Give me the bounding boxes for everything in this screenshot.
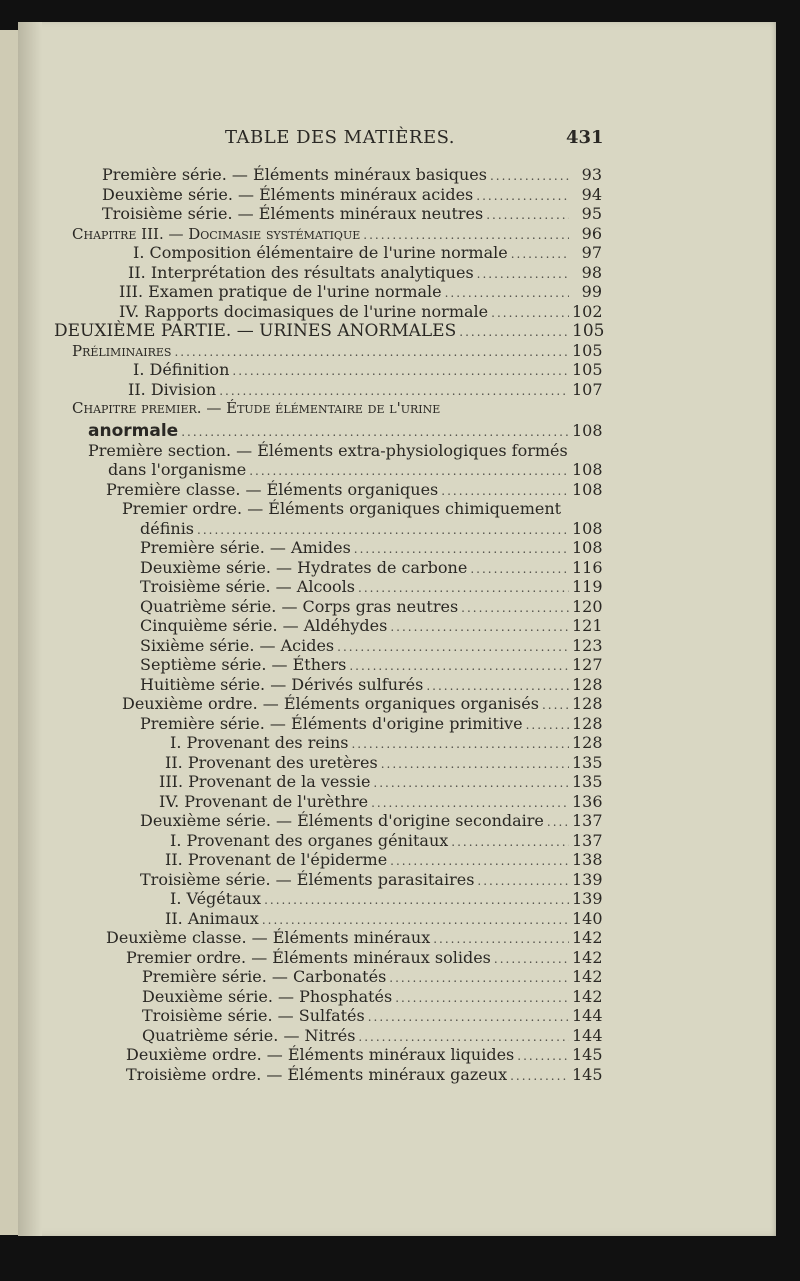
toc-entry: I. Végétaux ..... 139 <box>170 889 602 909</box>
toc-entry: Deuxième série. — Éléments d'origine secondaire ..... 137 <box>140 811 602 831</box>
toc-entry: III. Provenant de la vessie ..... 135 <box>159 772 602 792</box>
toc-entry: Deuxième série. — Hydrates de carbone ..... 116 <box>140 558 602 578</box>
toc-entry-continuation: dans l'organisme ..... 108 <box>108 460 602 480</box>
toc-entry: IV. Rapports docimasiques de l'urine normale ..... 102 <box>119 302 602 322</box>
toc-entry: III. Examen pratique de l'urine normale ..... 99 <box>119 282 602 302</box>
toc-entry: Deuxième série. — Éléments minéraux acides ..... 94 <box>102 185 602 205</box>
toc-entry: II. Animaux ..... 140 <box>165 909 602 929</box>
toc-chapter-entry: Chapitre premier. — Étude élémentaire de l'urine <box>72 399 441 417</box>
toc-entry: II. Interprétation des résultats analytiques ..... 98 <box>128 263 602 283</box>
toc-entry: Sixième série. — Acides ..... 123 <box>140 636 602 656</box>
toc-entry-continuation: définis ..... 108 <box>140 519 602 539</box>
toc-entry: Quatrième série. — Corps gras neutres ..... 120 <box>140 597 602 617</box>
toc-entry: Troisième série. — Éléments minéraux neutres ..... 95 <box>102 204 602 224</box>
toc-entry: I. Définition ..... 105 <box>133 360 602 380</box>
toc-entry: Première série. — Éléments minéraux basiques ..... 93 <box>102 165 602 185</box>
toc-entry: I. Provenant des organes génitaux ..... 137 <box>170 831 602 851</box>
toc-entry: I. Provenant des reins ..... 128 <box>170 733 602 753</box>
toc-entry: IV. Provenant de l'urèthre ..... 136 <box>159 792 602 812</box>
toc-entry: Deuxième ordre. — Éléments minéraux liquides ..... 145 <box>126 1045 602 1065</box>
toc-entry: Deuxième ordre. — Éléments organiques organisés ..... 128 <box>122 694 602 714</box>
toc-entry: Première série. — Carbonatés ..... 142 <box>142 967 602 987</box>
book-page <box>18 22 776 1236</box>
toc-entry: II. Division ..... 107 <box>128 380 602 400</box>
toc-entry: Troisième série. — Éléments parasitaires ..... 139 <box>140 870 602 890</box>
toc-entry: Deuxième série. — Phosphatés ..... 142 <box>142 987 602 1007</box>
header-title: TABLE DES MATIÈRES. <box>225 127 455 148</box>
toc-entry: Première série. — Amides ..... 108 <box>140 538 602 558</box>
toc-entry: I. Composition élémentaire de l'urine normale ..... 97 <box>133 243 602 263</box>
toc-entry: Première série. — Éléments d'origine primitive ..... 128 <box>140 714 602 734</box>
toc-section-entry: Première section. — Éléments extra-physiologiques formés <box>88 441 568 460</box>
toc-entry: Troisième série. — Sulfatés ..... 144 <box>142 1006 602 1026</box>
toc-chapter-entry: Chapitre III. — Docimasie systématique ..... 96 <box>72 224 602 244</box>
toc-entry: Premier ordre. — Éléments minéraux solides ..... 142 <box>126 948 602 968</box>
toc-entry: Premier ordre. — Éléments organiques chimiquement <box>122 499 562 518</box>
toc-entry: Troisième ordre. — Éléments minéraux gazeux ..... 145 <box>126 1065 602 1085</box>
header-page-number: 431 <box>566 127 604 148</box>
toc-entry: Troisième série. — Alcools ..... 119 <box>140 577 602 597</box>
toc-entry: Huitième série. — Dérivés sulfurés ..... 128 <box>140 675 602 695</box>
toc-entry: Deuxième classe. — Éléments minéraux ..... 142 <box>106 928 602 948</box>
toc-entry: II. Provenant des uretères ..... 135 <box>165 753 602 773</box>
toc-entry: Septième série. — Éthers ..... 127 <box>140 655 602 675</box>
page-gutter-shadow <box>18 22 42 1236</box>
toc-entry: Cinquième série. — Aldéhydes ..... 121 <box>140 616 602 636</box>
toc-entry-continuation: anormale ..... 108 <box>88 421 602 441</box>
toc-entry: Quatrième série. — Nitrés ..... 144 <box>142 1026 602 1046</box>
toc-entry: II. Provenant de l'épiderme ..... 138 <box>165 850 602 870</box>
toc-part-entry: DEUXIÈME PARTIE. — URINES ANORMALES ..... 105 <box>54 321 602 341</box>
toc-section-entry: Préliminaires ..... 105 <box>72 341 602 361</box>
running-header <box>18 127 776 155</box>
toc-entry: Première classe. — Éléments organiques ..... 108 <box>106 480 602 500</box>
